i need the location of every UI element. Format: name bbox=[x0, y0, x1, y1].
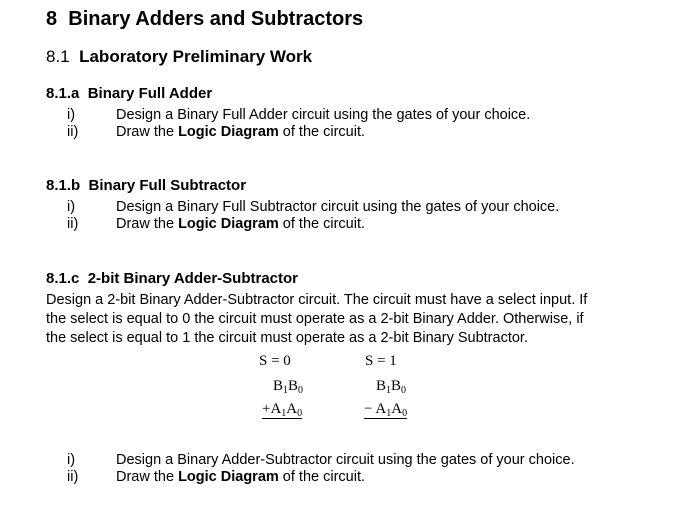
right-a-letter-1: − A bbox=[364, 401, 387, 417]
right-a-sub-2: 0 bbox=[402, 408, 408, 419]
left-a-letter-1: +A bbox=[262, 401, 282, 417]
part-a-item-2-bold: Logic Diagram bbox=[178, 124, 279, 140]
part-a-item-1-marker: i) bbox=[67, 107, 76, 123]
part-b-title: Binary Full Subtractor bbox=[88, 177, 247, 194]
equation-left-select: S = 0 bbox=[259, 353, 291, 369]
part-c-item-2-text bbox=[116, 469, 365, 485]
part-a-item-2-post: of the circuit. bbox=[278, 124, 366, 140]
equation-right-operand-a bbox=[364, 401, 407, 419]
part-a-item-2-text bbox=[116, 124, 365, 140]
subsection-number: 8.1 bbox=[46, 47, 70, 66]
part-c-item-2-pre: Draw the bbox=[116, 469, 179, 485]
part-a-number: 8.1.a bbox=[46, 85, 80, 102]
part-c-heading bbox=[46, 270, 298, 287]
part-c-number: 8.1.c bbox=[46, 270, 80, 287]
equation-left-operand-a bbox=[262, 401, 302, 419]
left-a-sub-2: 0 bbox=[297, 408, 303, 419]
part-b-item-1-marker: i) bbox=[67, 199, 76, 215]
part-a-heading bbox=[46, 85, 212, 102]
part-a-title: Binary Full Adder bbox=[87, 85, 213, 102]
equation-right-select: S = 1 bbox=[365, 353, 397, 369]
part-b-item-2-post: of the circuit. bbox=[278, 216, 366, 232]
left-b-letter-2: B bbox=[288, 378, 299, 394]
right-b-sub-2: 0 bbox=[401, 385, 407, 396]
section-number: 8 bbox=[46, 8, 58, 30]
part-a-item-1-text: Design a Binary Full Adder circuit using the gates of your choice. bbox=[116, 107, 531, 123]
section-title bbox=[46, 8, 363, 31]
part-c-item-1-text: Design a Binary Adder-Subtractor circuit using the gates of your choice. bbox=[116, 452, 575, 468]
part-c-description-line-3: the select is equal to 1 the circuit must operate as a 2-bit Binary Subtractor. bbox=[46, 330, 528, 346]
part-b-number: 8.1.b bbox=[46, 177, 81, 194]
part-b-item-2-text bbox=[116, 216, 365, 232]
right-b-letter-1: B bbox=[376, 378, 387, 394]
part-c-item-2-bold: Logic Diagram bbox=[178, 469, 279, 485]
left-b-sub-1: 1 bbox=[283, 385, 289, 396]
equation-right-operand-b bbox=[376, 378, 406, 396]
part-c-item-2-marker: ii) bbox=[67, 469, 79, 485]
right-b-letter-2: B bbox=[391, 378, 402, 394]
equation-left-operand-b bbox=[273, 378, 303, 396]
part-b-item-2-marker: ii) bbox=[67, 216, 79, 232]
part-b-item-1-text: Design a Binary Full Subtractor circuit using the gates of your choice. bbox=[116, 199, 560, 215]
part-b-heading bbox=[46, 177, 246, 194]
part-a-item-2-pre: Draw the bbox=[116, 124, 179, 140]
right-b-sub-1: 1 bbox=[386, 385, 392, 396]
right-a-letter-2: A bbox=[391, 401, 403, 417]
part-a-item-2-marker: ii) bbox=[67, 124, 79, 140]
right-a-sub-1: 1 bbox=[386, 408, 392, 419]
part-c-item-1-marker: i) bbox=[67, 452, 76, 468]
left-a-letter-2: A bbox=[286, 401, 298, 417]
left-b-letter-1: B bbox=[273, 378, 284, 394]
subsection-title-text: Laboratory Preliminary Work bbox=[79, 47, 313, 66]
left-a-sub-1: 1 bbox=[281, 408, 287, 419]
part-b-item-2-pre: Draw the bbox=[116, 216, 179, 232]
part-c-item-2-post: of the circuit. bbox=[278, 469, 366, 485]
part-c-description-line-2: the select is equal to 0 the circuit must operate as a 2-bit Binary Adder. Otherwise, if bbox=[46, 311, 584, 327]
subsection-title bbox=[46, 47, 312, 67]
part-b-item-2-bold: Logic Diagram bbox=[178, 216, 279, 232]
section-title-text: Binary Adders and Subtractors bbox=[68, 8, 364, 30]
part-c-description-line-1: Design a 2-bit Binary Adder-Subtractor circuit. The circuit must have a select input. If bbox=[46, 292, 588, 308]
part-c-title: 2-bit Binary Adder-Subtractor bbox=[87, 270, 299, 287]
left-b-sub-2: 0 bbox=[298, 385, 304, 396]
